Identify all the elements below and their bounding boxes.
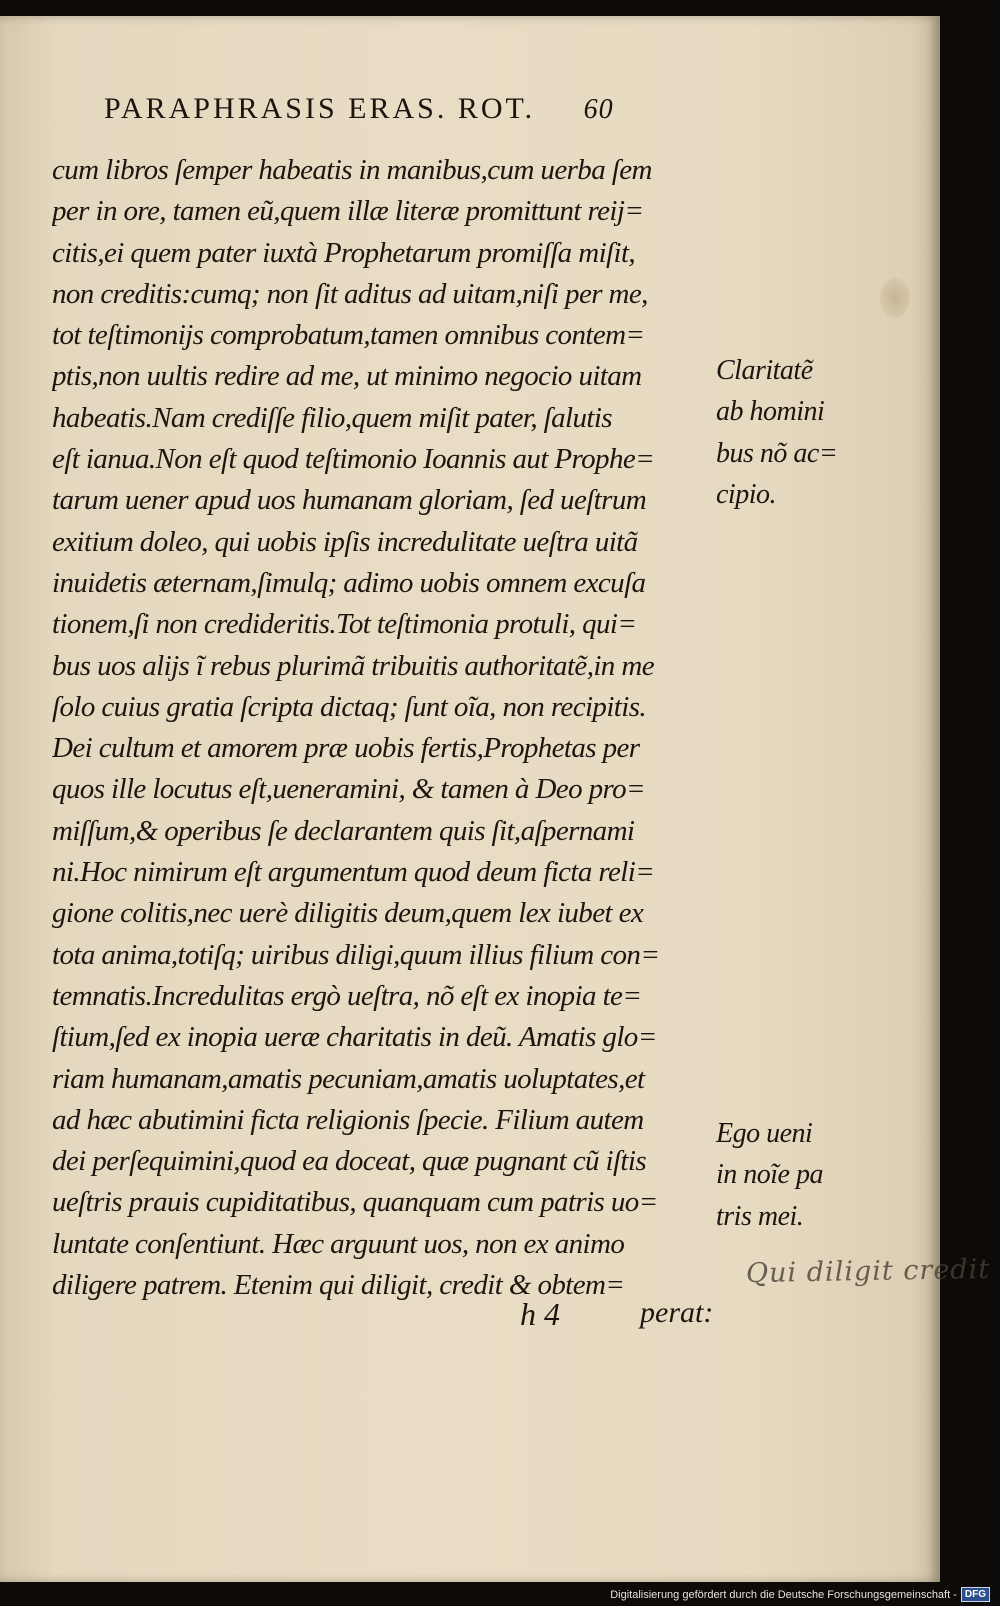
text-line: Dei cultum et amorem præ uobis fertis,Prophetas per — [52, 732, 640, 765]
running-header — [104, 92, 614, 126]
text-line: ueſtris prauis cupiditatibus, quanquam cum patris uo= — [52, 1186, 658, 1219]
text-line: riam humanam,amatis pecuniam,amatis uoluptates,et — [52, 1062, 645, 1095]
text-line: tarum uener apud uos humanam gloriam, ſed ueſtrum — [52, 484, 647, 517]
text-line: ſolo cuius gratia ſcripta dictaq; ſunt oĩa, non recipitis. — [52, 690, 647, 723]
text-line: miſſum,& operibus ſe declarantem quis ſit,aſpernami — [52, 814, 635, 847]
text-line: ſtium,ſed ex inopia ueræ charitatis in deũ. Amatis glo= — [52, 1021, 657, 1054]
text-line: inuidetis æternam,ſimulq; adimo uobis omnem excuſa — [52, 566, 646, 599]
text-line: dei perſequimini,quod ea doceat, quæ pugnant cũ iſtis — [52, 1145, 647, 1178]
margin-note-claritatem — [716, 350, 837, 515]
text-line: habeatis.Nam crediſſe filio,quem miſit pater, ſalutis — [52, 401, 612, 434]
handwritten-annotation: Qui diligit credit — [745, 1253, 991, 1290]
text-line: ptis,non uultis redire ad me, ut minimo negocio uitam — [52, 360, 642, 393]
text-line: per in ore, tamen eũ,quem illæ literæ promittunt reij= — [52, 195, 644, 228]
text-line: exitium doleo, qui uobis ipſis incredulitate ueſtra uitã — [52, 525, 638, 558]
digitization-credit — [610, 1587, 990, 1602]
margin-note-line: ab homini — [716, 396, 825, 428]
text-line: tota anima,totiſq; uiribus diligi,quum illius filium con= — [52, 938, 660, 971]
text-line: luntate conſentiunt. Hæc arguunt uos, non ex animo — [52, 1227, 625, 1260]
margin-note-line: Ego ueni — [716, 1118, 813, 1149]
text-line: bus uos alijs ĩ rebus plurimã tribuitis authoritatẽ,in me — [52, 649, 654, 682]
text-line: tot teſtimonijs comprobatum,tamen omnibus contem= — [52, 319, 645, 352]
text-line: citis,ei quem pater iuxtà Prophetarum promiſſa miſit, — [52, 236, 636, 269]
main-text-block — [52, 150, 712, 1306]
running-title: PARAPHRASIS ERAS. ROT. — [104, 92, 536, 125]
margin-note-line: cipio. — [716, 478, 776, 510]
margin-note-line: Claritatẽ — [716, 355, 813, 386]
text-line: eſt ianua.Non eſt quod teſtimonio Ioannis aut Prophe= — [52, 443, 655, 476]
text-line: gione colitis,nec uerè diligitis deum,quem lex iubet ex — [52, 897, 644, 930]
text-line: ni.Hoc nimirum eſt argumentum quod deum ficta reli= — [52, 856, 655, 889]
credit-text: Digitalisierung gefördert durch die Deutsche Forschungsgemeinschaft - — [610, 1588, 957, 1601]
margin-note-line: tris mei. — [716, 1200, 804, 1232]
text-line: ad hæc abutimini ficta religionis ſpecie. Filium autem — [52, 1103, 644, 1136]
margin-note-line: bus nõ ac= — [716, 437, 838, 469]
paper-stain — [880, 278, 910, 318]
margin-note-line: in noĩe pa — [716, 1159, 823, 1191]
dfg-logo-icon: DFG — [961, 1587, 990, 1602]
catchword: perat: — [640, 1296, 714, 1329]
text-line: temnatis.Incredulitas ergò ueſtra, nõ eſt ex inopia te= — [52, 979, 642, 1012]
text-line: cum libros ſemper habeatis in manibus,cum uerba ſem — [52, 154, 652, 186]
page-number: 60 — [583, 94, 614, 125]
margin-note-ego-ueni — [716, 1113, 823, 1237]
text-line: tionem,ſi non credideritis.Tot teſtimonia protuli, qui= — [52, 608, 637, 641]
text-line: quos ille locutus eſt,ueneramini, & tamen à Deo pro= — [52, 773, 645, 806]
text-line: non creditis:cumq; non ſit aditus ad uitam,niſi per me, — [52, 277, 648, 310]
text-line: diligere patrem. Etenim qui diligit, credit & obtem= — [52, 1269, 625, 1302]
signature-mark: h 4 — [520, 1296, 560, 1332]
